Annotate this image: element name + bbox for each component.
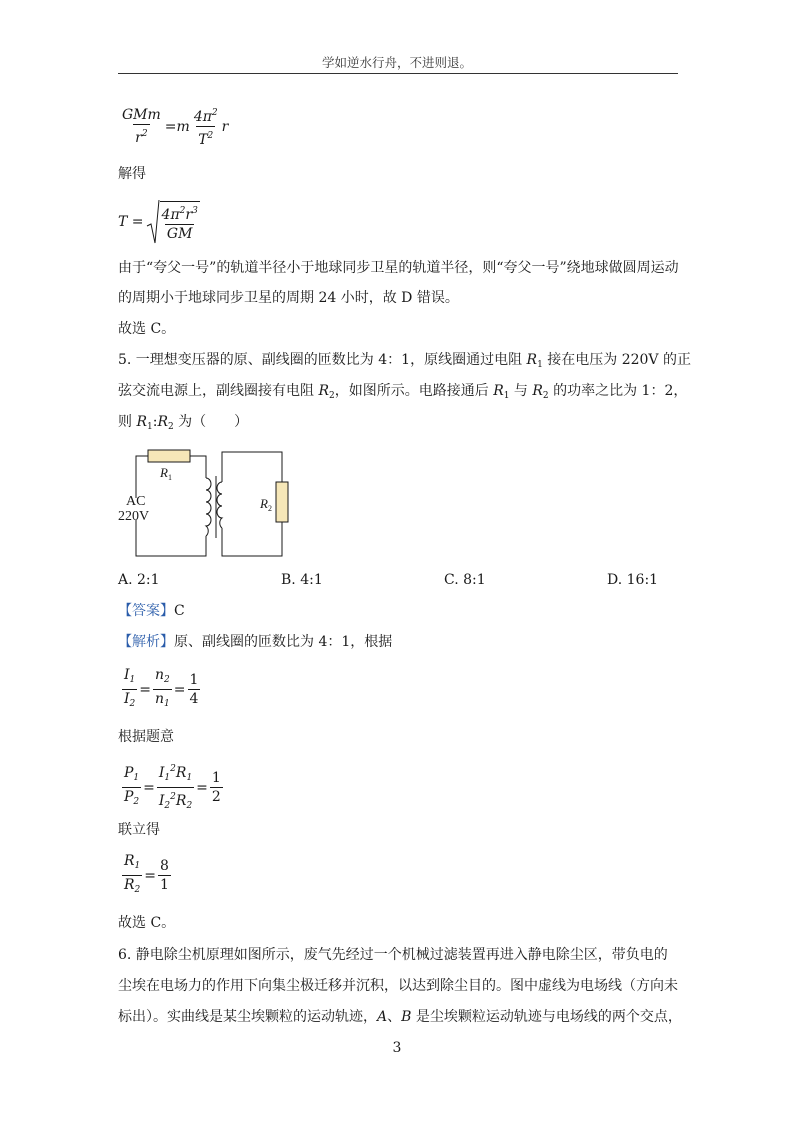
page-number: 3 <box>392 1040 402 1056</box>
period-formula: T = $\frac{4\pi^2r^3}{GM}$ <box>118 198 202 246</box>
voltage-label: 220V <box>118 509 150 524</box>
q5-line-3: 则 $R_1:R_2$ 为（ ） <box>118 414 249 432</box>
q6-line-3: 标出）。实曲线是某尘埃颗粒的运动轨迹，A、B 是尘埃颗粒运动轨迹与电场线的两个交点， <box>118 1009 682 1025</box>
secondary-wire-bottom <box>222 522 282 556</box>
option-c[interactable]: C. 8:1 <box>444 572 486 588</box>
answer-line <box>118 601 185 621</box>
option-a[interactable]: A. 2:1 <box>118 572 160 588</box>
r2-resistor <box>276 482 288 522</box>
resistance-ratio-formula: $\frac{R_1}{R_2}$ = $\frac{8}{1}$ <box>120 852 173 899</box>
choose-c-2: 故选 C。 <box>118 915 176 931</box>
ac-label: AC <box>126 494 146 509</box>
power-ratio-formula: $\frac{P_1}{P_2}$ = $\frac{I_1^2R_1}{I_2^2R_2}$ = $\frac{1}{2}$ <box>120 760 225 815</box>
reason-line-1: 由于“夸父一号”的轨道半径小于地球同步卫星的轨道半径，则“夸父一号”绕地球做圆周运动 <box>118 260 679 276</box>
secondary-coil <box>217 482 222 528</box>
option-d[interactable]: D. 16:1 <box>607 572 659 588</box>
by-question-text: 根据题意 <box>118 729 174 745</box>
reason-line-2: 的周期小于地球同步卫星的周期 24 小时，故 D 错误。 <box>118 290 459 306</box>
header-rule <box>118 73 678 74</box>
q5-line-2: 弦交流电源上，副线圈接有电阻 $R_2$，如图所示。电路接通后 $R_1$ 与 $R_2$ 的功率之比为 1：2， <box>118 383 688 401</box>
analysis-line: 【解析】原、副线圈的匝数比为 4：1，根据 <box>118 634 393 650</box>
choose-c-1: 故选 C。 <box>118 321 176 337</box>
r2-label: $R_2$ <box>260 496 272 513</box>
q6-line-2: 尘埃在电场力的作用下向集尘极迁移并沉积，以达到除尘目的。图中虚线为电场线（方向未 <box>118 978 678 994</box>
gravity-formula: $\frac{\text{GMm}}{r^2}$ = m $\frac{4\pi^2}{T^2}$ r <box>122 107 229 148</box>
r1-label: $R_1$ <box>160 465 172 482</box>
r1-resistor <box>148 450 190 462</box>
page-header: 学如逆水行舟，不进则退。 <box>321 55 472 70</box>
primary-wire-bottom <box>136 520 206 556</box>
primary-coil <box>206 478 211 536</box>
answer-tag: 【答案】 <box>118 603 174 619</box>
solve-text: 解得 <box>118 166 146 182</box>
secondary-wire-top <box>222 452 282 482</box>
q5-line-1: 5. 一理想变压器的原、副线圈的匝数比为 4：1，原线圈通过电阻 $R_1$ 接在电压为 220V 的正 <box>118 352 691 370</box>
primary-wire-right-top <box>190 456 206 478</box>
combine-text: 联立得 <box>118 822 160 838</box>
q6-line-1: 6. 静电除尘机原理如图所示，废气先经过一个机械过滤装置再进入静电除尘区，带负电的 <box>118 947 668 963</box>
transformer-circuit-diagram <box>118 440 298 564</box>
option-b[interactable]: B. 4:1 <box>281 572 323 588</box>
analysis-tag: 【解析】 <box>118 634 174 650</box>
sqrt-sign <box>146 198 160 246</box>
answer-value: C <box>174 603 185 619</box>
primary-wire-left-top <box>136 456 148 498</box>
current-ratio-formula: $\frac{I_1}{I_2}$ = $\frac{n_2}{n_1}$ = $\frac{1}{4}$ <box>120 666 202 713</box>
